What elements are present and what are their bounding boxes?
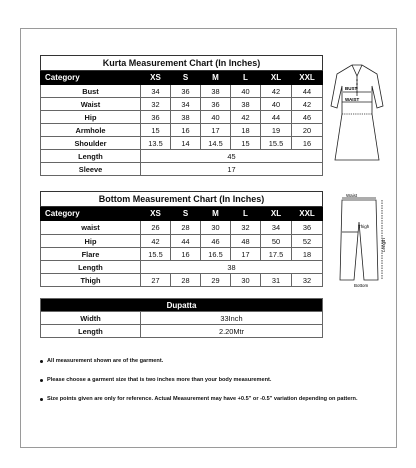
table-row xyxy=(41,235,323,248)
table-cell: 44 xyxy=(171,235,201,248)
dupatta-title: Dupatta xyxy=(41,299,323,312)
table-cell: 15 xyxy=(231,137,261,150)
table-cell: 17 xyxy=(141,163,323,176)
table-cell: 38 xyxy=(171,111,201,124)
table-row xyxy=(41,85,323,98)
note-text: Please choose a garment size that is two inches more than your body measurement. xyxy=(47,377,272,383)
table-cell: 36 xyxy=(292,221,323,235)
sketch-bust-label: BUST xyxy=(345,86,358,91)
table-cell: 38 xyxy=(141,261,323,274)
table-cell: 27 xyxy=(141,274,171,287)
table-cell: 16 xyxy=(171,124,201,137)
table-cell: 32 xyxy=(231,221,261,235)
row-label: Length xyxy=(41,261,141,274)
table-cell: 16.5 xyxy=(201,248,231,261)
table-cell: 15.5 xyxy=(261,137,292,150)
table-row xyxy=(41,325,323,338)
table-cell: 34 xyxy=(141,85,171,98)
table-cell: 17 xyxy=(231,248,261,261)
row-label: Length xyxy=(41,325,141,338)
table-cell: 42 xyxy=(261,85,292,98)
table-row xyxy=(41,312,323,325)
table-cell: 36 xyxy=(141,111,171,124)
row-label: Length xyxy=(41,150,141,163)
kurta-category-header: Category xyxy=(41,71,141,85)
table-cell: 28 xyxy=(171,274,201,287)
sketch-waist-label: WAIST xyxy=(345,97,360,102)
table-cell: 46 xyxy=(201,235,231,248)
kurta-measurement-table xyxy=(40,55,323,176)
table-cell: 46 xyxy=(292,111,323,124)
kurta-size-header: S xyxy=(171,71,201,85)
bullet-icon xyxy=(40,360,43,363)
table-cell: 44 xyxy=(292,85,323,98)
table-cell: 50 xyxy=(261,235,292,248)
table-row xyxy=(41,248,323,261)
kurta-size-header: L xyxy=(231,71,261,85)
row-label: Sleeve xyxy=(41,163,141,176)
sketch-thigh-label: Thigh xyxy=(358,224,370,229)
table-cell: 32 xyxy=(141,98,171,111)
table-cell: 42 xyxy=(292,98,323,111)
table-cell: 13.5 xyxy=(141,137,171,150)
table-cell: 36 xyxy=(201,98,231,111)
table-cell: 17 xyxy=(201,124,231,137)
table-cell: 2.20Mtr xyxy=(141,325,323,338)
table-cell: 40 xyxy=(261,98,292,111)
table-cell: 52 xyxy=(292,235,323,248)
table-cell: 16 xyxy=(292,137,323,150)
table-cell: 15.5 xyxy=(141,248,171,261)
note-text: All measurement shown are of the garment. xyxy=(47,358,164,364)
bottom-chart-title: Bottom Measurement Chart (In Inches) xyxy=(41,192,323,207)
table-cell: 36 xyxy=(171,85,201,98)
table-row xyxy=(41,98,323,111)
table-cell: 34 xyxy=(261,221,292,235)
table-cell: 34 xyxy=(171,98,201,111)
table-cell: 17.5 xyxy=(261,248,292,261)
table-cell: 14.5 xyxy=(201,137,231,150)
list-item xyxy=(40,377,360,384)
table-cell: 48 xyxy=(231,235,261,248)
table-row xyxy=(41,261,323,274)
row-label: Hip xyxy=(41,235,141,248)
bottom-measurement-table xyxy=(40,191,323,287)
dupatta-table xyxy=(40,298,323,338)
table-cell: 32 xyxy=(292,274,323,287)
bottom-size-header: S xyxy=(171,207,201,221)
row-label: Flare xyxy=(41,248,141,261)
row-label: Shoulder xyxy=(41,137,141,150)
kurta-sketch xyxy=(325,62,389,168)
table-cell: 16 xyxy=(171,248,201,261)
table-cell: 29 xyxy=(201,274,231,287)
kurta-size-header: M xyxy=(201,71,231,85)
row-label: Width xyxy=(41,312,141,325)
sketch-waist-label: Waist xyxy=(346,193,358,198)
sketch-length-label: Length xyxy=(381,238,386,252)
table-cell: 42 xyxy=(141,235,171,248)
table-row xyxy=(41,124,323,137)
table-cell: 19 xyxy=(261,124,292,137)
table-cell: 30 xyxy=(231,274,261,287)
table-cell: 38 xyxy=(231,98,261,111)
bottom-size-header: XL xyxy=(261,207,292,221)
bullet-icon xyxy=(40,398,43,401)
bottom-size-header: XS xyxy=(141,207,171,221)
table-cell: 30 xyxy=(201,221,231,235)
table-cell: 40 xyxy=(231,85,261,98)
bottom-size-header: L xyxy=(231,207,261,221)
table-cell: 40 xyxy=(201,111,231,124)
table-cell: 15 xyxy=(141,124,171,137)
row-label: Armhole xyxy=(41,124,141,137)
table-row xyxy=(41,163,323,176)
kurta-chart-title: Kurta Measurement Chart (In Inches) xyxy=(41,56,323,71)
list-item xyxy=(40,396,360,403)
list-item xyxy=(40,358,360,365)
row-label: Hip xyxy=(41,111,141,124)
table-row xyxy=(41,150,323,163)
row-label: Waist xyxy=(41,98,141,111)
table-cell: 45 xyxy=(141,150,323,163)
table-cell: 31 xyxy=(261,274,292,287)
table-row xyxy=(41,111,323,124)
kurta-size-header: XXL xyxy=(292,71,323,85)
table-row xyxy=(41,274,323,287)
bottom-category-header: Category xyxy=(41,207,141,221)
table-row xyxy=(41,137,323,150)
bottom-size-header: XXL xyxy=(292,207,323,221)
table-cell: 44 xyxy=(261,111,292,124)
row-label: Bust xyxy=(41,85,141,98)
table-cell: 28 xyxy=(171,221,201,235)
row-label: Thigh xyxy=(41,274,141,287)
table-cell: 38 xyxy=(201,85,231,98)
bottom-size-header: M xyxy=(201,207,231,221)
table-cell: 18 xyxy=(292,248,323,261)
kurta-size-header: XS xyxy=(141,71,171,85)
table-row xyxy=(41,221,323,235)
row-label: waist xyxy=(41,221,141,235)
table-cell: 20 xyxy=(292,124,323,137)
table-cell: 26 xyxy=(141,221,171,235)
table-cell: 33Inch xyxy=(141,312,323,325)
table-cell: 14 xyxy=(171,137,201,150)
note-text: Size points given are only for reference. Actual Measurement may have +0.5" or -0.5" variation depending on pattern. xyxy=(47,396,358,402)
bullet-icon xyxy=(40,379,43,382)
notes-list xyxy=(40,358,360,415)
table-cell: 18 xyxy=(231,124,261,137)
sketch-bottom-label: Bottom xyxy=(354,283,369,288)
bottom-sketch xyxy=(334,192,388,288)
kurta-size-header: XL xyxy=(261,71,292,85)
table-cell: 42 xyxy=(231,111,261,124)
